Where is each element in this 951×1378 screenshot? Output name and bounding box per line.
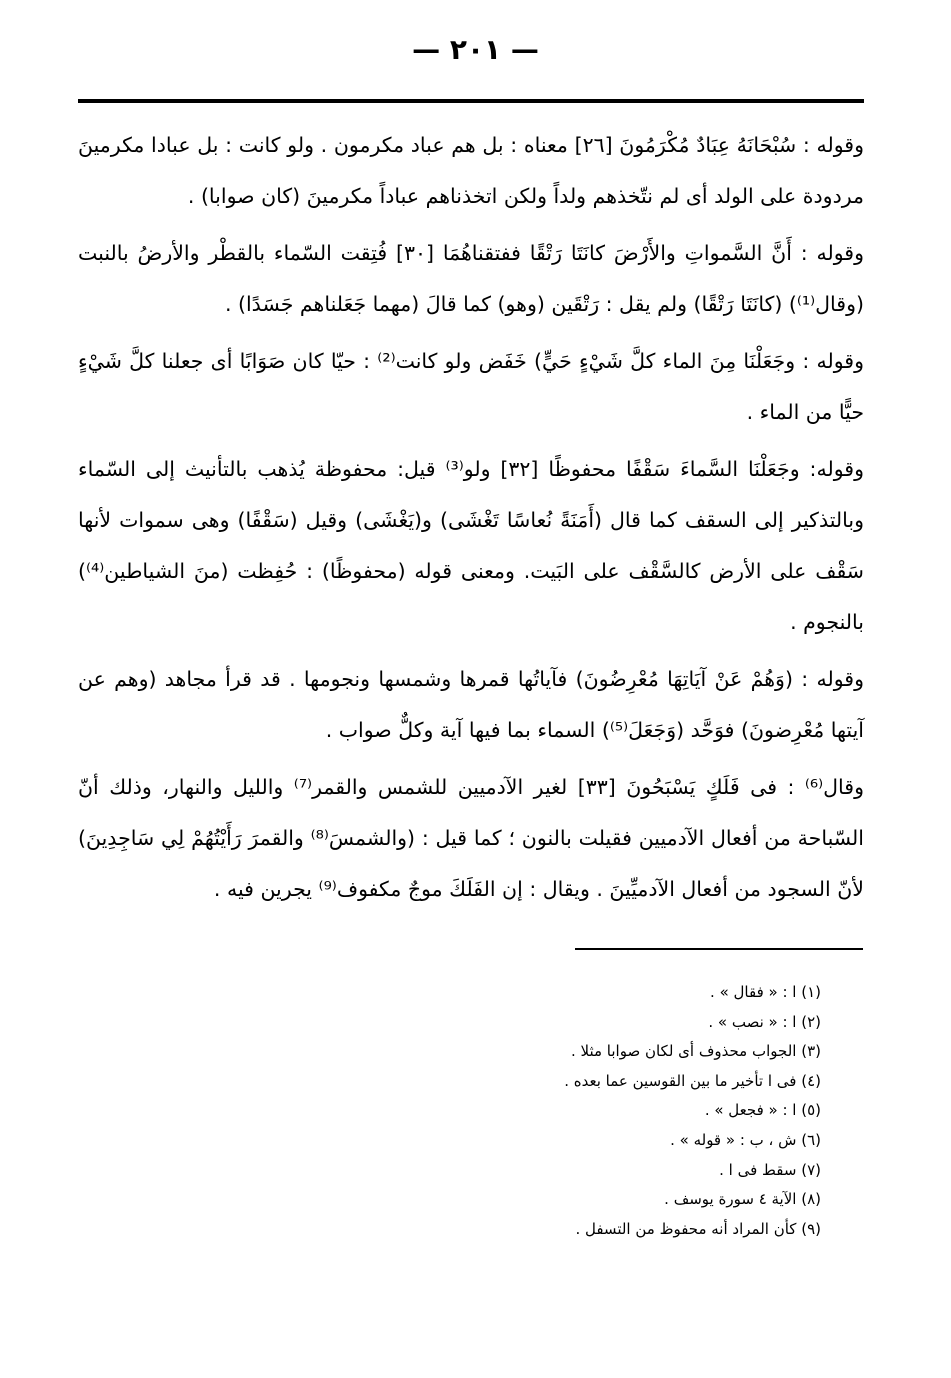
page-number: — ٢٠١ — xyxy=(412,33,539,66)
footnote-rule xyxy=(575,948,863,950)
paragraph: وقوله : سُبْحَانَهُ عِبَادٌ مُكْرَمُونَ [٢٦] معناه : بل هم عباد مكرمون . ولو كانت : بل عبادا مكرمينَ مردودة على الولد أى لم نتّخذهم ولداً ولكن اتخذناهم عباداً مكرمينَ (كان صوابا) . xyxy=(78,133,864,208)
header-rule xyxy=(78,99,864,103)
paragraph: وقوله: وجَعَلْنَا السَّماءَ سَقْفًا محفوظًا [٣٢] ولو⁽³⁾ قيل: محفوظة يُذهب بالتأنيث إلى السّماء وبالتذكير إلى السقف كما قال (أَمَنَةً نُعاسًا تَغْشَى) و(يَغْشَى) وقيل (سَقْفًا) وهى سموات لأنها سَقْف على الأرض كالسَّقْف على البَيت. ومعنى قوله (محفوظًا) : حُفِظت (منَ الشياطين⁽⁴⁾) بالنجوم . xyxy=(78,457,864,634)
footnote: (٢) ا : « نصب » . xyxy=(708,1012,821,1031)
paragraph: وقوله : وجَعَلْنَا مِنَ الماء كلَّ شَيْءٍ حَيٍّ) خَفَض ولو كانت⁽²⁾ : حيّا كان صَوَابًا أى جعلنا كلَّ شَيْءٍ حيًّا من الماء . xyxy=(78,349,864,424)
footnote: (٣) الجواب محذوف أى لكان صوابا مثلا . xyxy=(570,1042,821,1061)
footnote: (٨) الآية ٤ سورة يوسف . xyxy=(664,1190,821,1209)
footnote: (٥) ا : « فجعل » . xyxy=(704,1101,821,1120)
paragraph: وقوله : أَنَّ السَّمواتِ والأَرْضَ كانَتَا رَتْقًا ففتقناهُمَا [٣٠] فُتِقت السّماء بالقطْر والأرضُ بالنبت (وقال⁽¹⁾) (كانَتَا رَتْقًا) ولم يقل : رَتْقَين (وهو) كما قالَ (مهما جَعَلناهم جَسَدًا) . xyxy=(78,241,864,316)
paragraph: وقوله : (وَهُمْ عَنْ آيَاتِهَا مُعْرِضُونَ) فآياتُها قمرها وشمسها ونجومها . قد قرأ مجاهد (وهم عن آيتها مُعْرِضونَ) فوَحَّد (وَجَعَلَ⁽⁵⁾) السماء بما فيها آية وكلٌّ صواب . xyxy=(78,667,864,742)
footnote: (٧) سقط فى ا . xyxy=(719,1160,821,1179)
footnote: (٩) كأن المراد أنه محفوظ من التسفل . xyxy=(575,1219,821,1238)
footnote: (٤) فى ا تأخير ما بين القوسين عما بعده . xyxy=(564,1071,821,1090)
main-text xyxy=(78,120,864,921)
footnote: (٦) ش ، ب : « قوله » . xyxy=(670,1130,821,1149)
footnotes xyxy=(461,978,821,1244)
footnote: (١) ا : « فقال » . xyxy=(710,983,821,1001)
paragraph: وقال⁽⁶⁾ : فى فَلَكٍ يَسْبَحُونَ [٣٣] لغير الآدميين للشمس والقمر⁽⁷⁾ والليل والنهار، وذلك أنّ السّباحة من أفعال الآدميين فقيلت بالنون ؛ كما قيل : (والشمسَ⁽⁸⁾ والقمرَ رَأَيْتُهُمْ لِي سَاجِدِينَ) لأنّ السجود من أفعال الآدميِّينَ . ويقال : إن الفَلَكَ موجٌ مكفوف⁽⁹⁾ يجرين فيه . xyxy=(78,775,864,901)
